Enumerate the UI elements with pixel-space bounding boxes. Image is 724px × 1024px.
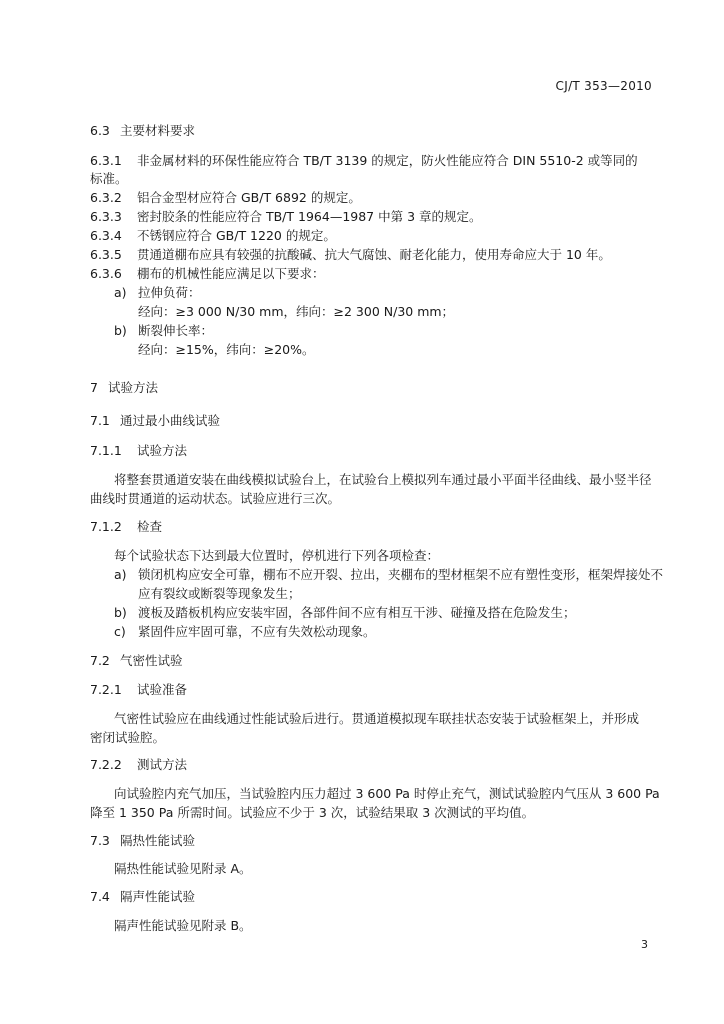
subsection-7-1-1-heading xyxy=(90,443,187,459)
section-title: 试验准备 xyxy=(137,682,188,697)
list-label: b) xyxy=(114,605,127,620)
section-title: 主要材料要求 xyxy=(120,123,196,138)
subsection-7-2-2-heading xyxy=(90,757,187,773)
section-7-1-heading xyxy=(90,413,220,429)
list-text: 紧固件应牢固可靠，不应有失效松动现象。 xyxy=(138,624,376,639)
section-title: 通过最小曲线试验 xyxy=(120,413,221,428)
subsection-7-2-1-heading xyxy=(90,682,187,698)
clause-number: 6.3.3 xyxy=(90,209,122,224)
page-number: 3 xyxy=(641,938,648,951)
section-7-3-heading xyxy=(90,833,195,849)
section-number: 7.4 xyxy=(90,889,110,904)
section-number: 7.1.1 xyxy=(90,443,122,458)
section-number: 7.1 xyxy=(90,413,110,428)
section-number: 7.2.2 xyxy=(90,757,122,772)
section-number: 7.3 xyxy=(90,833,110,848)
paragraph-line: 每个试验状态下达到最大位置时，停机进行下列各项检查： xyxy=(114,548,440,563)
clause-6-3-5 xyxy=(90,247,611,263)
list-label: a) xyxy=(114,567,127,582)
list-item-a xyxy=(114,285,201,301)
section-number: 6.3 xyxy=(90,123,110,138)
section-7-4-heading xyxy=(90,889,195,905)
check-item-a xyxy=(114,567,663,583)
clause-text: 不锈钢应符合 GB/T 1220 的规定。 xyxy=(137,228,336,243)
section-title: 测试方法 xyxy=(137,757,188,772)
clause-number: 6.3.1 xyxy=(90,153,122,168)
check-item-a-cont: 应有裂纹或断裂等现象发生； xyxy=(138,586,301,601)
section-title: 气密性试验 xyxy=(120,653,183,668)
chapter-number: 7 xyxy=(90,380,98,395)
tensile-load-value: 经向：≥3 000 N/30 mm，纬向：≥2 300 N/30 mm； xyxy=(138,304,455,319)
paragraph-line: 将整套贯通道安装在曲线模拟试验台上，在试验台上模拟列车通过最小平面半径曲线、最小竖半径 xyxy=(114,472,652,487)
list-text: 锁闭机构应安全可靠，棚布不应开裂、拉出，夹棚布的型材框架不应有塑性变形，框架焊接处不 xyxy=(138,567,664,582)
paragraph-line: 向试验腔内充气加压，当试验腔内压力超过 3 600 Pa 时停止充气，测试试验腔内气压从 3 600 Pa xyxy=(114,786,660,801)
section-title: 隔热性能试验 xyxy=(120,833,196,848)
list-text: 渡板及踏板机构应安装牢固，各部件间不应有相互干涉、碰撞及搭在危险发生； xyxy=(138,605,576,620)
clause-6-3-6 xyxy=(90,266,325,282)
elongation-value: 经向：≥15%，纬向：≥20%。 xyxy=(138,342,315,357)
list-title: 断裂伸长率： xyxy=(138,323,214,338)
list-label: a) xyxy=(114,285,127,300)
paragraph-line: 气密性试验应在曲线通过性能试验后进行。贯通道模拟现车联挂状态安装于试验框架上，并形成 xyxy=(114,711,640,726)
section-7-2-heading xyxy=(90,653,183,669)
clause-6-3-1 xyxy=(90,153,638,169)
clause-number: 6.3.2 xyxy=(90,190,122,205)
section-title: 隔声性能试验 xyxy=(120,889,196,904)
list-label: c) xyxy=(114,624,126,639)
subsection-7-1-2-heading xyxy=(90,519,162,535)
list-label: b) xyxy=(114,323,127,338)
check-item-c xyxy=(114,624,376,640)
list-title: 拉伸负荷： xyxy=(138,285,201,300)
section-6-3-heading xyxy=(90,123,195,139)
chapter-7-heading xyxy=(90,380,158,396)
section-number: 7.2.1 xyxy=(90,682,122,697)
paragraph-line: 曲线时贯通道的运动状态。试验应进行三次。 xyxy=(90,491,341,506)
paragraph-line: 隔热性能试验见附录 A。 xyxy=(114,861,252,876)
clause-6-3-3 xyxy=(90,209,482,225)
paragraph-line: 密闭试验腔。 xyxy=(90,730,166,745)
section-title: 试验方法 xyxy=(137,443,188,458)
clause-text: 棚布的机械性能应满足以下要求： xyxy=(137,266,325,281)
standard-code: CJ/T 353—2010 xyxy=(555,79,652,93)
check-item-b xyxy=(114,605,576,621)
clause-text: 非金属材料的环保性能应符合 TB/T 3139 的规定，防火性能应符合 DIN 5510-2 或等同的 xyxy=(137,153,638,168)
paragraph-line: 隔声性能试验见附录 B。 xyxy=(114,918,252,933)
clause-number: 6.3.6 xyxy=(90,266,122,281)
clause-text: 贯通道棚布应具有较强的抗酸碱、抗大气腐蚀、耐老化能力，使用寿命应大于 10 年。 xyxy=(137,247,611,262)
clause-6-3-4 xyxy=(90,228,336,244)
section-number: 7.2 xyxy=(90,653,110,668)
clause-6-3-1-cont: 标准。 xyxy=(90,171,128,186)
section-title: 检查 xyxy=(137,519,163,534)
clause-number: 6.3.4 xyxy=(90,228,122,243)
section-number: 7.1.2 xyxy=(90,519,122,534)
list-item-b xyxy=(114,323,213,339)
paragraph-line: 降至 1 350 Pa 所需时间。试验应不少于 3 次，试验结果取 3 次测试的平均值。 xyxy=(90,805,535,820)
clause-text: 铝合金型材应符合 GB/T 6892 的规定。 xyxy=(137,190,361,205)
clause-number: 6.3.5 xyxy=(90,247,122,262)
clause-text: 密封胶条的性能应符合 TB/T 1964—1987 中第 3 章的规定。 xyxy=(137,209,482,224)
chapter-title: 试验方法 xyxy=(108,380,159,395)
clause-6-3-2 xyxy=(90,190,361,206)
